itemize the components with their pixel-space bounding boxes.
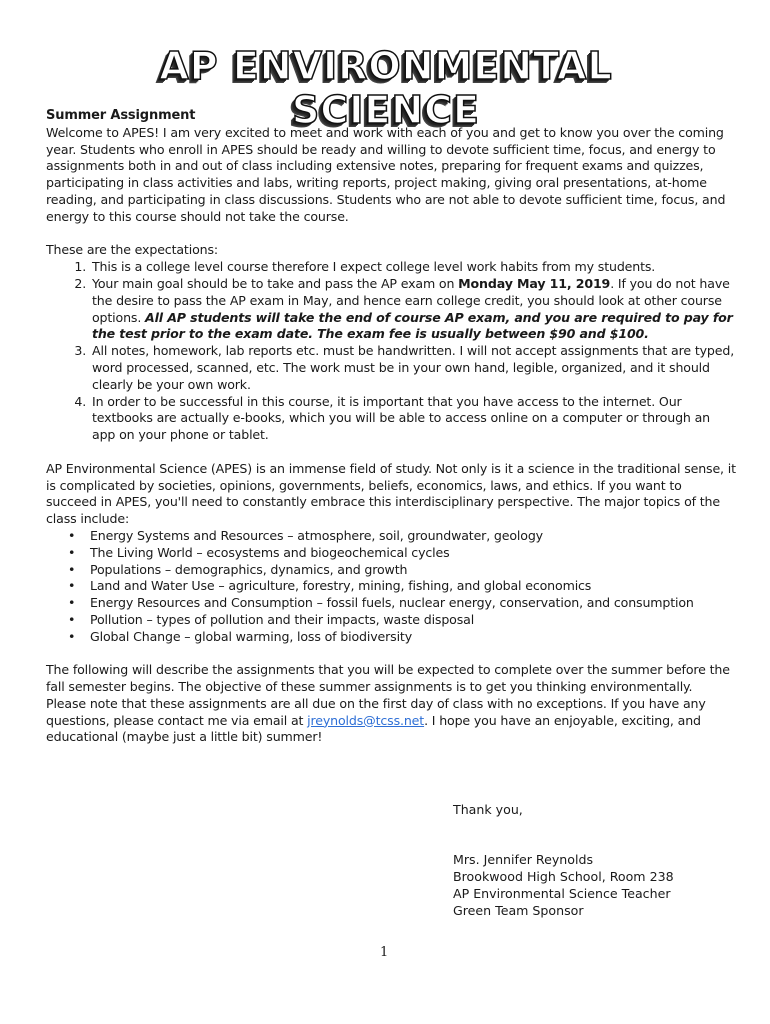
signature-block bbox=[453, 802, 674, 920]
expectation-item: 4. In order to be successful in this course, it is important that you have access to the internet. Our textbooks are actually e-books, which you will be able to access online on a computer or through an app on your phone or tablet. bbox=[90, 394, 736, 444]
exam-date: Monday May 11, 2019 bbox=[458, 275, 611, 291]
topic-item: • Global Change – global warming, loss of biodiversity bbox=[90, 629, 736, 646]
intro-paragraph: Welcome to APES! I am very excited to meet and work with each of you and get to know you over the coming year. Students who enroll in APES should be ready and willing to devote sufficient time, focus, and energy to assignments both in and out of class including extensive notes, preparing for frequent exams and quizzes, participating in class activities and labs, writing reports, project making, giving oral presentations, at-home reading, and participating in class discussions. Students who are not able to devote sufficient time, focus, and energy to this course should not take the course. bbox=[46, 124, 726, 224]
expectation-item: 1. This is a college level course therefore I expect college level work habits from my students. bbox=[90, 259, 736, 276]
signature-name: Mrs. Jennifer Reynolds bbox=[453, 852, 594, 868]
topic-item: • Energy Systems and Resources – atmosphere, soil, groundwater, geology bbox=[90, 528, 736, 545]
document-body bbox=[46, 108, 736, 746]
topic-item: • The Living World – ecosystems and biogeochemical cycles bbox=[90, 545, 736, 562]
expectations-lead: These are the expectations: bbox=[46, 242, 218, 258]
topic-item: • Populations – demographics, dynamics, and growth bbox=[90, 562, 736, 579]
signature-thanks: Thank you, bbox=[453, 802, 523, 817]
closing-paragraph: The following will describe the assignments that you will be expected to complete over the summer before the fall semester begins. The objective of these summer assignments is to get you thinking environmentally. Please note that these assignments are all due on the first day of class with no exceptions. If you have any questions, please contact me via email at jreynolds@tcss.net. I hope you have an enjoyable, exciting, and educational (maybe just a little bit) summer! bbox=[46, 662, 730, 745]
topic-item: • Energy Resources and Consumption – fossil fuels, nuclear energy, conservation, and consumption bbox=[90, 595, 736, 612]
signature-school: Brookwood High School, Room 238 bbox=[453, 869, 674, 885]
topic-item: • Land and Water Use – agriculture, forestry, mining, fishing, and global economics bbox=[90, 578, 736, 595]
page-number: 1 bbox=[380, 945, 389, 960]
page-title: AP ENVIRONMENTAL SCIENCE bbox=[159, 44, 613, 132]
exam-fee-note: All AP students will take the end of course AP exam, and you are required to pay for the test prior to the exam date. The exam fee is usually between $90 and $100. bbox=[92, 309, 733, 342]
section-heading: Summer Assignment bbox=[46, 108, 196, 123]
expectations-list bbox=[46, 259, 736, 444]
topic-item: • Pollution – types of pollution and their impacts, waste disposal bbox=[90, 612, 736, 629]
topics-list bbox=[46, 528, 736, 646]
expectation-item: 2. Your main goal should be to take and pass the AP exam on Monday May 11, 2019. If you do not have the desire to pass the AP exam in May, and hence earn college credit, you should look at other course options. All AP students will take the end of course AP exam, and you are required to pay for the test prior to the exam date. The exam fee is usually between $90 and $100. bbox=[90, 276, 736, 343]
expectation-item: 3. All notes, homework, lab reports etc. must be handwritten. I will not accept assignments that are typed, word processed, scanned, etc. The work must be in your own hand, legible, organized, and it should clearly be your own work. bbox=[90, 343, 736, 393]
signature-role: AP Environmental Science Teacher bbox=[453, 885, 671, 901]
signature-extra: Green Team Sponsor bbox=[453, 902, 584, 918]
topics-lead: AP Environmental Science (APES) is an immense field of study. Not only is it a science in the traditional sense, it is complicated by societies, opinions, governments, beliefs, economics, laws, and ethics. If you want to succeed in APES, you'll need to constantly embrace this interdisciplinary perspective. The major topics of the class include: bbox=[46, 460, 736, 527]
email-link[interactable]: jreynolds@tcss.net bbox=[307, 712, 425, 728]
